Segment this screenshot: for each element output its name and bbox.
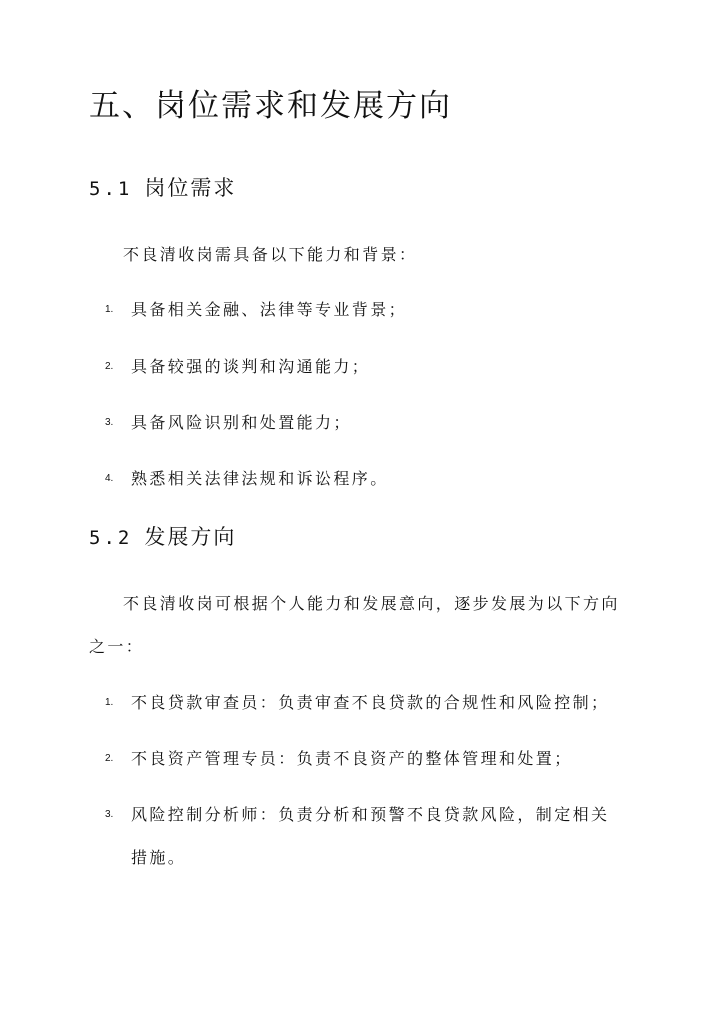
- list-item: [105, 467, 389, 491]
- list-text: 具备较强的谈判和沟通能力；: [131, 357, 371, 376]
- list-item: [105, 691, 609, 715]
- section-number: 5.1: [89, 178, 133, 200]
- list-number: 2.: [105, 753, 114, 764]
- list-item: [105, 803, 609, 827]
- list-text: 不良贷款审查员：负责审查不良贷款的合规性和风险控制；: [131, 693, 610, 712]
- list-number: 1.: [105, 697, 114, 708]
- list-number: 3.: [105, 809, 114, 820]
- list-number: 2.: [105, 361, 114, 372]
- list-text: 具备风险识别和处置能力；: [131, 413, 352, 432]
- section-heading-5-2: [89, 523, 236, 552]
- list-text: 熟悉相关法律法规和诉讼程序。: [131, 469, 389, 488]
- list-item: [105, 355, 370, 379]
- list-text: 具备相关金融、法律等专业背景；: [131, 300, 408, 319]
- list-text: 不良资产管理专员：负责不良资产的整体管理和处置；: [131, 749, 573, 768]
- list-number: 1.: [105, 304, 114, 315]
- section-heading-5-1: [89, 174, 236, 203]
- list-number: 4.: [105, 473, 114, 484]
- list-item: [105, 298, 407, 322]
- list-text: 风险控制分析师：负责分析和预警不良贷款风险，制定相关: [131, 805, 610, 824]
- list-number: 3.: [105, 417, 114, 428]
- section-1-intro: 不良清收岗需具备以下能力和背景：: [123, 245, 418, 264]
- list-item: [105, 747, 573, 771]
- section-2-intro-line1: 不良清收岗可根据个人能力和发展意向，逐步发展为以下方向: [123, 594, 620, 613]
- chapter-heading: 五、岗位需求和发展方向: [89, 88, 452, 124]
- section-number: 5.2: [89, 527, 133, 549]
- section-title: 岗位需求: [144, 176, 237, 200]
- list-item: [105, 411, 352, 435]
- section-2-intro-line2: 之一：: [89, 637, 145, 656]
- list-item-continuation: 措施。: [131, 848, 187, 867]
- section-title: 发展方向: [144, 525, 237, 549]
